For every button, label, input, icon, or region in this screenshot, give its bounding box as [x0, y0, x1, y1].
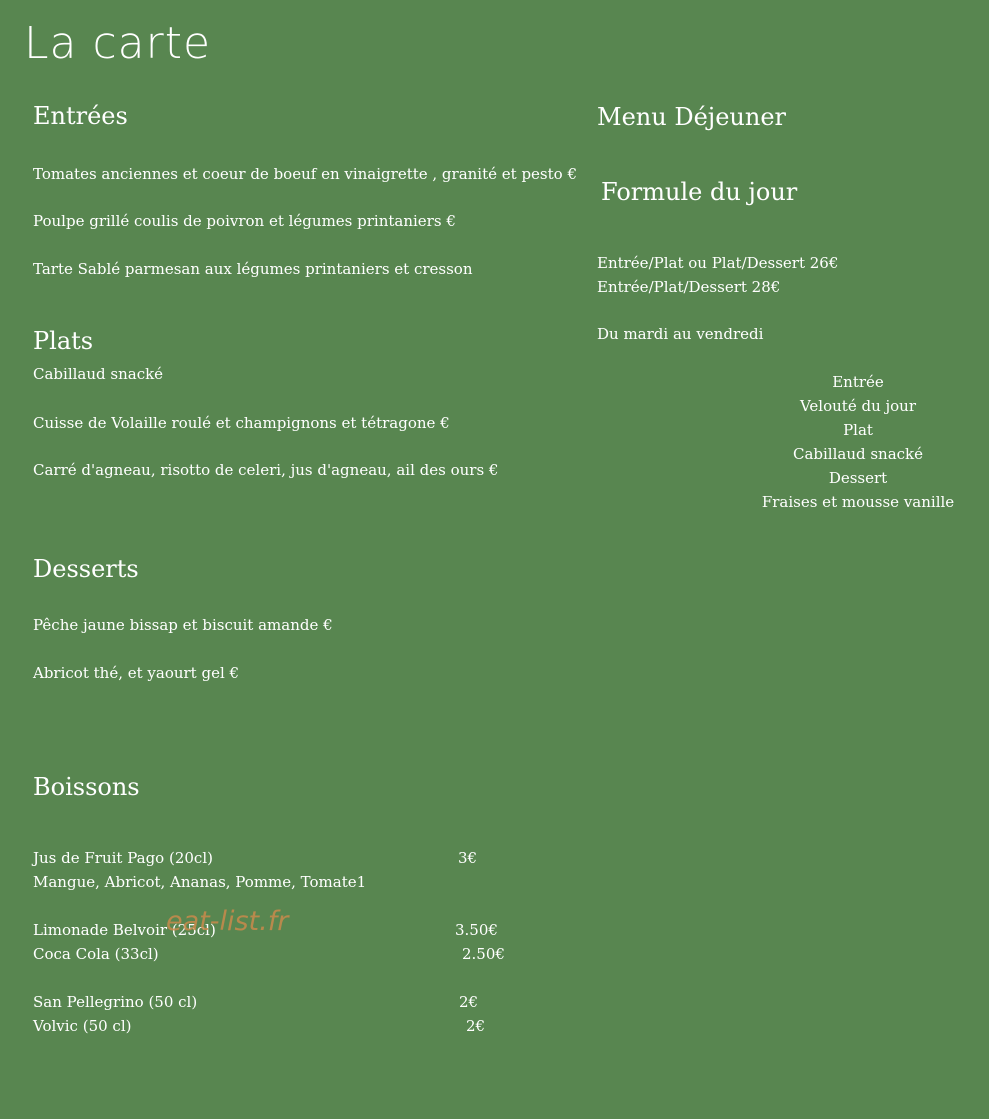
section-heading-plats: Plats — [33, 327, 94, 355]
drink-price: 2€ — [466, 1017, 486, 1035]
menu-item: Cuisse de Volaille roulé et champignons et tétragone € — [33, 414, 450, 432]
menu-item: Cabillaud snacké — [33, 365, 164, 383]
formula-line: Entrée/Plat/Dessert 28€ — [597, 278, 781, 296]
formula-detail: Plat — [843, 421, 873, 439]
formula-detail: Entrée — [832, 373, 884, 391]
section-subheading-formule: Formule du jour — [601, 178, 798, 206]
section-heading-menu-dejeuner: Menu Déjeuner — [597, 103, 786, 131]
section-heading-desserts: Desserts — [33, 555, 139, 583]
drink-name: San Pellegrino (50 cl) — [33, 993, 198, 1011]
menu-item: Carré d'agneau, risotto de celeri, jus d'agneau, ail des ours € — [33, 461, 499, 479]
formula-detail: Cabillaud snacké — [792, 445, 924, 463]
menu-item: Pêche jaune bissap et biscuit amande € — [33, 616, 333, 634]
watermark: eat-list.fr — [166, 906, 289, 937]
drink-name: Limonade Belvoir (25cl) — [33, 921, 216, 939]
formula-line: Entrée/Plat ou Plat/Dessert 26€ — [597, 254, 839, 272]
drink-name: Mangue, Abricot, Ananas, Pomme, Tomate1 — [33, 873, 367, 891]
formula-detail: Fraises et mousse vanille — [761, 493, 955, 511]
drink-price: 3.50€ — [455, 921, 498, 939]
menu-item: Abricot thé, et yaourt gel € — [33, 664, 240, 682]
section-heading-entrees: Entrées — [33, 102, 128, 130]
section-heading-boissons: Boissons — [33, 773, 140, 801]
drink-name: Volvic (50 cl) — [33, 1017, 132, 1035]
menu-item: Poulpe grillé coulis de poivron et légumes printaniers € — [33, 212, 456, 230]
formula-detail: Dessert — [828, 469, 888, 487]
drink-name: Coca Cola (33cl) — [33, 945, 159, 963]
menu-item: Tarte Sablé parmesan aux légumes printaniers et cresson — [33, 260, 473, 278]
drink-price: 3€ — [458, 849, 478, 867]
page-title: La carte — [24, 18, 212, 69]
menu-item: Tomates anciennes et coeur de boeuf en vinaigrette , granité et pesto € — [33, 165, 577, 183]
formula-days: Du mardi au vendredi — [597, 325, 764, 343]
formula-detail: Velouté du jour — [799, 397, 917, 415]
drink-price: 2€ — [459, 993, 479, 1011]
drink-price: 2.50€ — [462, 945, 505, 963]
drink-name: Jus de Fruit Pago (20cl) — [33, 849, 213, 867]
